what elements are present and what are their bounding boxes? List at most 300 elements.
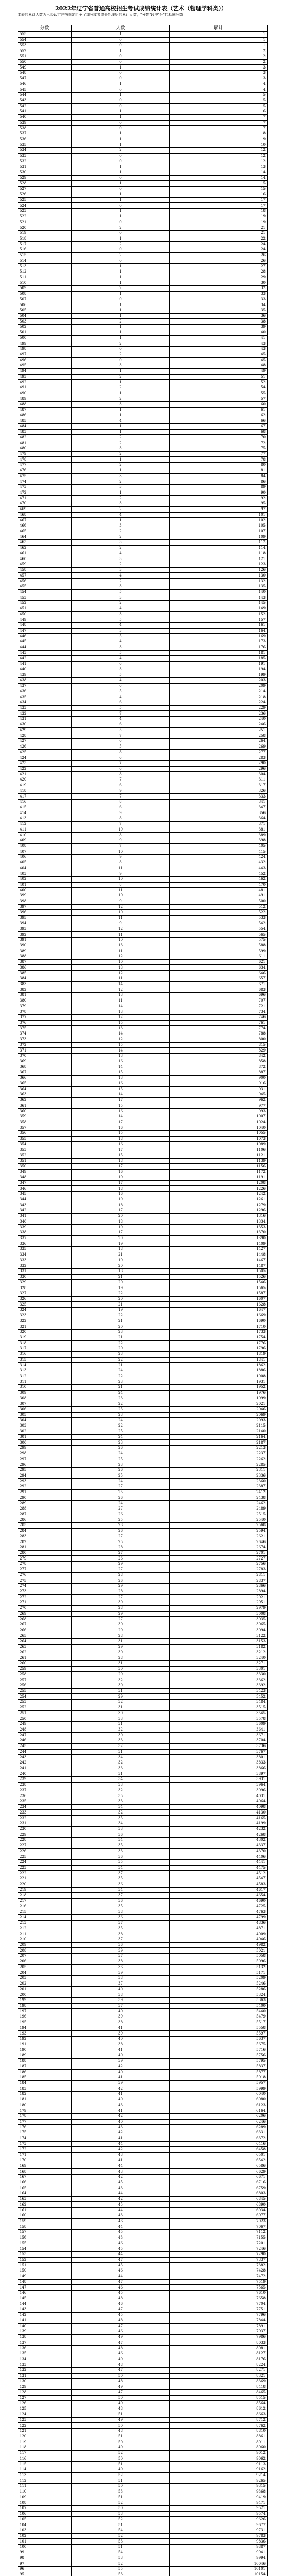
table-row [18, 1131, 268, 1137]
score-cell: 508 [18, 291, 72, 297]
count-cell: 40 [72, 1987, 170, 1992]
score-cell: 555 [18, 32, 72, 38]
table-row [18, 1859, 268, 1865]
count-cell: 1 [72, 335, 170, 341]
cumulative-cell: 3240 [170, 1655, 268, 1661]
table-row [18, 2064, 268, 2070]
count-cell: 14 [72, 1048, 170, 1054]
cumulative-cell: 8762 [170, 2423, 268, 2429]
table-row [18, 2312, 268, 2318]
score-cell: 171 [18, 2153, 72, 2158]
cumulative-cell: 4199 [170, 1821, 268, 1826]
cumulative-cell: 4836 [170, 1920, 268, 1926]
table-row [18, 733, 268, 739]
score-cell: 102 [18, 2533, 72, 2539]
cumulative-cell: 2412 [170, 1489, 268, 1495]
count-cell: 12 [72, 1014, 170, 1020]
score-cell: 461 [18, 551, 72, 556]
score-cell: 218 [18, 1893, 72, 1899]
score-cell: 425 [18, 750, 72, 755]
table-row [18, 1269, 268, 1275]
table-row [18, 971, 268, 976]
cumulative-cell: 2387 [170, 1484, 268, 1490]
count-cell: 3 [72, 523, 170, 529]
cumulative-cell: 7658 [170, 2296, 268, 2301]
cumulative-cell: 7751 [170, 2307, 268, 2313]
count-cell: 8 [72, 882, 170, 888]
cumulative-cell: 109 [170, 534, 268, 540]
count-cell: 4 [72, 639, 170, 645]
table-row [18, 1992, 268, 1998]
table-row [18, 1633, 268, 1639]
score-cell: 146 [18, 2290, 72, 2296]
count-cell: 26 [72, 1578, 170, 1584]
cumulative-cell: 3452 [170, 1694, 268, 1700]
count-cell: 2 [72, 385, 170, 391]
table-row [18, 385, 268, 391]
score-cell: 382 [18, 987, 72, 993]
table-row [18, 606, 268, 612]
score-cell: 256 [18, 1683, 72, 1688]
table-row [18, 1473, 268, 1479]
table-row [18, 1446, 268, 1451]
table-row [18, 1777, 268, 1783]
count-cell: 19 [72, 1285, 170, 1291]
table-row [18, 1385, 268, 1391]
table-row [18, 1733, 268, 1738]
cumulative-cell: 143 [170, 595, 268, 601]
score-cell: 105 [18, 2517, 72, 2522]
cumulative-cell: 4799 [170, 1915, 268, 1921]
score-cell: 468 [18, 512, 72, 518]
cumulative-cell: 5096 [170, 1959, 268, 1964]
count-cell: 27 [72, 1484, 170, 1490]
table-row [18, 2467, 268, 2472]
table-row [18, 2561, 268, 2567]
count-cell: 51 [72, 2495, 170, 2500]
count-cell: 54 [72, 2528, 170, 2533]
cumulative-cell: 2727 [170, 1556, 268, 1562]
count-cell: 5 [72, 744, 170, 750]
cumulative-cell: 1862 [170, 1363, 268, 1368]
table-row [18, 1716, 268, 1722]
table-row [18, 1898, 268, 1904]
table-row [18, 484, 268, 490]
cumulative-cell: 5440 [170, 2009, 268, 2014]
count-cell: 13 [72, 943, 170, 948]
score-cell: 107 [18, 2506, 72, 2512]
count-cell: 8 [72, 833, 170, 838]
count-cell: 3 [72, 667, 170, 672]
table-row [18, 2307, 268, 2313]
cumulative-cell: 3 [170, 71, 268, 76]
score-cell: 424 [18, 755, 72, 761]
count-cell: 52 [72, 2472, 170, 2478]
table-row [18, 2550, 268, 2555]
count-cell: 39 [72, 2058, 170, 2064]
score-cell: 318 [18, 1341, 72, 1346]
table-row [18, 943, 268, 948]
cumulative-cell: 7112 [170, 2230, 268, 2235]
table-row [18, 910, 268, 916]
count-cell: 25 [72, 1456, 170, 1462]
count-cell: 18 [72, 1247, 170, 1252]
table-row [18, 214, 268, 219]
count-cell: 36 [72, 1964, 170, 1970]
score-cell: 352 [18, 1153, 72, 1158]
cumulative-cell: 236 [170, 711, 268, 717]
table-row [18, 109, 268, 115]
count-cell: 26 [72, 1467, 170, 1473]
table-row [18, 2324, 268, 2329]
cumulative-cell: 41 [170, 335, 268, 341]
table-row [18, 2522, 268, 2528]
cumulative-cell: 70 [170, 435, 268, 440]
score-cell: 270 [18, 1605, 72, 1611]
table-row [18, 1302, 268, 1308]
count-cell: 48 [72, 2346, 170, 2351]
score-cell: 130 [18, 2379, 72, 2384]
count-cell: 45 [72, 2290, 170, 2296]
count-cell: 4 [72, 678, 170, 684]
table-row [18, 219, 268, 225]
cumulative-cell: 60 [170, 402, 268, 408]
cumulative-cell: 1999 [170, 1396, 268, 1401]
table-row [18, 2158, 268, 2163]
count-cell: 37 [72, 1871, 170, 1876]
score-cell: 521 [18, 219, 72, 225]
score-cell: 395 [18, 916, 72, 921]
score-cell: 358 [18, 1120, 72, 1125]
score-cell: 402 [18, 876, 72, 882]
table-row [18, 2025, 268, 2031]
score-cell: 148 [18, 2279, 72, 2285]
cumulative-cell: 1 [170, 32, 268, 38]
table-row [18, 2251, 268, 2257]
count-cell: 2 [72, 435, 170, 440]
count-cell: 40 [72, 2009, 170, 2014]
score-cell: 332 [18, 1263, 72, 1269]
count-cell: 51 [72, 2522, 170, 2528]
cumulative-cell: 80 [170, 463, 268, 468]
count-cell: 31 [72, 1661, 170, 1667]
count-cell: 3 [72, 540, 170, 546]
count-cell: 0 [72, 153, 170, 159]
count-cell: 14 [72, 1092, 170, 1098]
count-cell: 27 [72, 1550, 170, 1556]
header-count: 人数 [72, 25, 170, 32]
count-cell: 0 [72, 98, 170, 104]
cumulative-cell: 405 [170, 843, 268, 849]
score-cell: 346 [18, 1186, 72, 1192]
count-cell: 42 [72, 2064, 170, 2070]
table-row [18, 479, 268, 485]
table-row [18, 1539, 268, 1545]
count-cell: 9 [72, 810, 170, 816]
table-row [18, 291, 268, 297]
table-row [18, 490, 268, 496]
cumulative-cell: 45 [170, 358, 268, 363]
cumulative-cell: 341 [170, 799, 268, 805]
page-title: 2022年辽宁省普通高校招生考试成绩统计表（艺术（物理学科类）） [55, 5, 227, 12]
table-row [18, 2384, 268, 2390]
table-row [18, 313, 268, 319]
cumulative-cell: 9994 [170, 2555, 268, 2561]
count-cell: 1 [72, 269, 170, 275]
cumulative-cell: 683 [170, 987, 268, 993]
cumulative-cell: 97 [170, 506, 268, 512]
count-cell: 4 [72, 694, 170, 700]
table-row [18, 1412, 268, 1418]
count-cell: 8 [72, 750, 170, 755]
score-cell: 108 [18, 2500, 72, 2506]
table-row [18, 1109, 268, 1114]
score-cell: 548 [18, 71, 72, 76]
table-row [18, 1097, 268, 1103]
score-cell: 462 [18, 545, 72, 551]
cumulative-cell: 8612 [170, 2406, 268, 2412]
table-row [18, 501, 268, 507]
score-cell: 143 [18, 2307, 72, 2313]
count-cell: 19 [72, 1197, 170, 1202]
score-cell: 474 [18, 479, 72, 485]
score-cell: 433 [18, 705, 72, 711]
score-cell: 374 [18, 1031, 72, 1037]
score-cell: 378 [18, 1009, 72, 1015]
table-row [18, 330, 268, 335]
count-cell: 16 [72, 1170, 170, 1175]
count-cell: 8 [72, 772, 170, 777]
table-row [18, 230, 268, 236]
cumulative-cell: 45 [170, 352, 268, 358]
score-cell: 257 [18, 1677, 72, 1683]
count-cell: 14 [72, 1004, 170, 1009]
score-cell: 520 [18, 225, 72, 231]
cumulative-cell: 2213 [170, 1446, 268, 1451]
cumulative-cell: 66 [170, 418, 268, 424]
score-cell: 233 [18, 1810, 72, 1816]
table-row [18, 882, 268, 888]
count-cell: 34 [72, 1755, 170, 1760]
table-row [18, 2428, 268, 2434]
score-cell: 329 [18, 1280, 72, 1285]
count-cell: 10 [72, 937, 170, 943]
cumulative-cell: 194 [170, 667, 268, 672]
table-row [18, 2053, 268, 2059]
count-cell: 43 [72, 2235, 170, 2241]
cumulative-cell: 8224 [170, 2362, 268, 2368]
count-cell: 28 [72, 1523, 170, 1529]
cumulative-cell: 1172 [170, 1170, 268, 1175]
cumulative-cell: 7472 [170, 2274, 268, 2279]
table-row [18, 794, 268, 800]
count-cell: 19 [72, 1175, 170, 1180]
count-cell: 50 [72, 2456, 170, 2462]
table-row [18, 65, 268, 71]
count-cell: 3 [72, 595, 170, 601]
table-row [18, 352, 268, 358]
score-cell: 530 [18, 170, 72, 175]
score-cell: 149 [18, 2274, 72, 2279]
cumulative-cell: 621 [170, 959, 268, 965]
score-cell: 197 [18, 2009, 72, 2014]
count-cell: 29 [72, 1644, 170, 1650]
table-row [18, 2020, 268, 2025]
cumulative-cell: 9265 [170, 2478, 268, 2484]
score-cell: 372 [18, 1042, 72, 1048]
score-cell: 298 [18, 1451, 72, 1456]
score-cell: 269 [18, 1611, 72, 1617]
score-cell: 410 [18, 833, 72, 838]
count-cell: 39 [72, 1997, 170, 2003]
score-cell: 447 [18, 628, 72, 634]
table-row [18, 1462, 268, 1468]
cumulative-cell: 2811 [170, 1572, 268, 1578]
cumulative-cell: 671 [170, 981, 268, 987]
count-cell: 35 [72, 1926, 170, 1931]
count-cell: 27 [72, 1506, 170, 1512]
score-cell: 552 [18, 48, 72, 54]
count-cell: 50 [72, 2439, 170, 2445]
score-cell: 282 [18, 1539, 72, 1545]
count-cell: 1 [72, 137, 170, 142]
table-row [18, 142, 268, 148]
table-row [18, 556, 268, 562]
count-cell: 18 [72, 1158, 170, 1164]
count-cell: 45 [72, 2263, 170, 2268]
table-row [18, 584, 268, 589]
score-cell: 163 [18, 2196, 72, 2202]
score-cell: 510 [18, 280, 72, 286]
table-row [18, 1020, 268, 1026]
cumulative-cell: 611 [170, 954, 268, 960]
score-cell: 360 [18, 1109, 72, 1114]
score-cell: 457 [18, 573, 72, 579]
score-cell: 198 [18, 2003, 72, 2009]
count-cell: 37 [72, 1954, 170, 1959]
count-cell: 20 [72, 1346, 170, 1352]
cumulative-cell: 7610 [170, 2290, 268, 2296]
cumulative-cell: 5637 [170, 2036, 268, 2042]
score-cell: 549 [18, 65, 72, 71]
cumulative-cell: 1587 [170, 1291, 268, 1296]
score-cell: 167 [18, 2174, 72, 2180]
cumulative-cell: 224 [170, 700, 268, 705]
cumulative-cell: 4268 [170, 1832, 268, 1838]
cumulative-cell: 8663 [170, 2412, 268, 2417]
score-cell: 137 [18, 2340, 72, 2346]
table-row [18, 760, 268, 766]
cumulative-cell: 3271 [170, 1661, 268, 1667]
cumulative-cell: 8712 [170, 2417, 268, 2423]
count-cell: 53 [72, 2555, 170, 2561]
score-cell: 274 [18, 1583, 72, 1589]
cumulative-cell: 1 [170, 43, 268, 48]
cumulative-cell: 12 [170, 159, 268, 164]
score-cell: 396 [18, 910, 72, 916]
table-row [18, 1876, 268, 1882]
count-cell: 1 [72, 380, 170, 385]
count-cell: 3 [72, 501, 170, 507]
score-cell: 405 [18, 860, 72, 866]
table-row [18, 827, 268, 833]
cumulative-cell: 931 [170, 1087, 268, 1092]
score-cell: 397 [18, 904, 72, 910]
score-cell: 252 [18, 1705, 72, 1710]
score-cell: 95 [18, 2572, 72, 2576]
score-cell: 178 [18, 2113, 72, 2119]
cumulative-cell: 296 [170, 766, 268, 772]
score-cell: 190 [18, 2047, 72, 2053]
score-cell: 532 [18, 159, 72, 164]
table-row [18, 1639, 268, 1645]
cumulative-cell: 6080 [170, 2097, 268, 2103]
score-cell: 191 [18, 2042, 72, 2047]
count-cell: 30 [72, 1666, 170, 1672]
score-cell: 339 [18, 1225, 72, 1230]
count-cell: 28 [72, 1545, 170, 1550]
cumulative-cell: 533 [170, 916, 268, 921]
count-cell: 16 [72, 1191, 170, 1197]
count-cell: 45 [72, 2230, 170, 2235]
cumulative-cell: 3153 [170, 1639, 268, 1645]
table-row [18, 2445, 268, 2451]
score-cell: 435 [18, 694, 72, 700]
score-cell: 209 [18, 1942, 72, 1948]
score-cell: 347 [18, 1180, 72, 1186]
cumulative-cell: 5837 [170, 2064, 268, 2070]
count-cell: 23 [72, 1412, 170, 1418]
table-row [18, 87, 268, 93]
count-cell: 44 [72, 2208, 170, 2213]
count-cell: 39 [72, 1970, 170, 1976]
table-row [18, 1418, 268, 1423]
cumulative-cell: 7246 [170, 2246, 268, 2252]
table-row [18, 1064, 268, 1070]
count-cell: 46 [72, 2241, 170, 2246]
cumulative-cell: 8515 [170, 2395, 268, 2401]
score-cell: 248 [18, 1727, 72, 1733]
score-cell: 224 [18, 1859, 72, 1865]
score-cell: 132 [18, 2368, 72, 2374]
count-cell: 24 [72, 1368, 170, 1374]
count-cell: 26 [72, 1528, 170, 1534]
count-cell: 20 [72, 1296, 170, 1302]
score-cell: 220 [18, 1882, 72, 1887]
count-cell: 50 [72, 2506, 170, 2512]
score-cell: 515 [18, 252, 72, 258]
cumulative-cell: 4031 [170, 1793, 268, 1799]
score-cell: 466 [18, 523, 72, 529]
score-cell: 398 [18, 899, 72, 904]
score-cell: 294 [18, 1473, 72, 1479]
table-row [18, 1291, 268, 1296]
table-row [18, 948, 268, 954]
score-cell: 315 [18, 1357, 72, 1363]
score-cell: 328 [18, 1285, 72, 1291]
cumulative-cell: 2568 [170, 1523, 268, 1529]
score-cell: 523 [18, 209, 72, 214]
cumulative-cell: 1040 [170, 1125, 268, 1131]
score-cell: 236 [18, 1793, 72, 1799]
table-row [18, 2080, 268, 2086]
cumulative-cell: 9677 [170, 2522, 268, 2528]
cumulative-cell: 34 [170, 302, 268, 308]
table-row [18, 2566, 268, 2572]
score-cell: 161 [18, 2208, 72, 2213]
count-cell: 9 [72, 855, 170, 860]
score-table [18, 25, 268, 2576]
